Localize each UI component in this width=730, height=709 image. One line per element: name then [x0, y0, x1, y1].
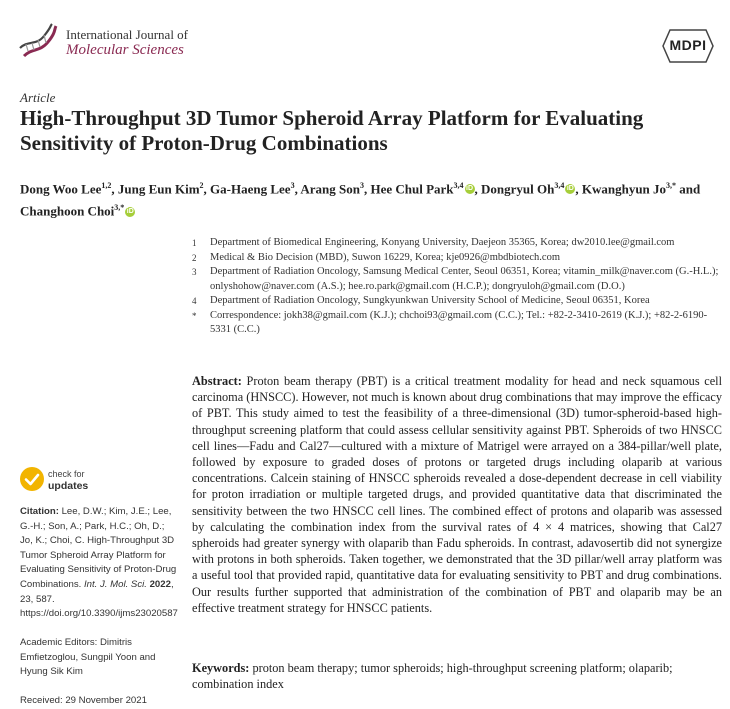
citation-rest[interactable]: , 23, 587. https://doi.org/10.3390/ijms23020587 [20, 578, 178, 620]
affiliation-item [192, 294, 722, 309]
affiliation-item [192, 265, 722, 294]
citation-year: 2022 [149, 578, 171, 590]
citation-journal: Int. J. Mol. Sci. [84, 578, 147, 590]
author-affiliation-marker: 3,* [114, 203, 125, 213]
affiliation-text: Department of Biomedical Engineering, Konyang University, Daejeon 35365, Korea; dw2010.lee@gmail.com [210, 237, 675, 248]
affiliation-marker: 1 [192, 238, 197, 248]
affiliation-text: Department of Radiation Oncology, Sungkyunkwan University School of Medicine, Seoul 06351, Korea [210, 295, 650, 306]
author-separator: and [676, 181, 701, 197]
affiliation-text: Correspondence: jokh38@gmail.com (K.J.); chchoi93@gmail.com (C.C.); Tel.: +82-2-3410-2619 (K.J.); +82-2-6190-5331 (C.C.) [210, 309, 708, 335]
citation-text: Lee, D.W.; Kim, J.E.; Lee, G.-H.; Son, A.; Park, H.C.; Oh, D.; Jo, K.; Choi, C. High-Throughput 3D Tumor Spheroid Array Platform for Evaluating Sensitivity of Proton-Drug Combinations. [20, 506, 177, 590]
journal-name-line2: Molecular Sciences [66, 42, 184, 58]
author-affiliation-marker: 2 [199, 181, 204, 190]
keywords-text: proton beam therapy; tumor spheroids; high-throughput screening platform; olaparib; combination index [192, 661, 673, 692]
author-name: Changhoon Choi [20, 203, 115, 219]
author-list [20, 176, 710, 221]
affiliation-item [192, 251, 722, 266]
article-type: Article [20, 90, 56, 105]
affiliation-item [192, 236, 722, 251]
check-updates-icon [20, 467, 44, 491]
author-affiliation-marker: 3,4 [453, 181, 464, 190]
affiliations [192, 236, 722, 338]
author-name: Arang Son [300, 181, 360, 197]
orcid-icon[interactable]: iD [126, 207, 134, 215]
author-separator: , [203, 181, 211, 197]
affiliation-marker: 3 [192, 267, 197, 277]
author-separator: , [111, 181, 118, 197]
author-name: Dongryul Oh [481, 181, 555, 197]
check-updates-line2: updates [48, 480, 89, 492]
author-affiliation-marker: 3 [359, 181, 364, 190]
journal-logo-icon [18, 22, 58, 62]
affiliation-text: Department of Radiation Oncology, Samsung Medical Center, Seoul 06351, Korea; vitamin_milk@naver.com (G.-H.L.); onlyshohow@naver.com (A.S.); hee.ro.park@gmail.com (H.C.P.); dongryuloh@gmail.com (D.O.) [210, 266, 719, 292]
citation [20, 505, 178, 622]
author-name: Ga-Haeng Lee [210, 181, 291, 197]
check-for-updates-button[interactable] [20, 467, 130, 497]
author-separator: , [294, 181, 301, 197]
keywords [192, 660, 722, 692]
citation-label: Citation: [20, 506, 59, 517]
author-affiliation-marker: 3,4 [554, 181, 565, 190]
orcid-icon[interactable]: iD [466, 185, 474, 193]
author-name: Dong Woo Lee [20, 181, 102, 197]
author-name: Jung Eun Kim [117, 181, 200, 197]
author-affiliation-marker: 3 [290, 181, 295, 190]
author-name: Hee Chul Park [370, 181, 454, 197]
author-affiliation-marker: 1,2 [101, 181, 112, 190]
author-separator: , [474, 181, 482, 197]
author-separator: , [575, 181, 582, 197]
keywords-label: Keywords: [192, 661, 250, 675]
academic-editors: Academic Editors: Dimitris Emfietzoglou, Sungpil Yoon and Hyung Sik Kim [20, 637, 156, 678]
author-affiliation-marker: 3,* [666, 181, 677, 190]
article-title: High-Throughput 3D Tumor Spheroid Array Platform for Evaluating Sensitivity of Proton-Drug Combinations [20, 106, 644, 155]
check-updates-line1: check for [48, 469, 85, 479]
orcid-icon[interactable]: iD [566, 185, 574, 193]
affiliation-item [192, 309, 722, 338]
abstract [192, 373, 722, 616]
author-name: Kwanghyun Jo [581, 181, 667, 197]
affiliation-text: Medical & Bio Decision (MBD), Suwon 16229, Korea; kje0926@mbdbiotech.com [210, 251, 560, 263]
publisher-name: MDPI [669, 37, 707, 53]
affiliation-marker: * [192, 310, 197, 321]
abstract-label: Abstract: [192, 374, 242, 388]
journal-name-line1: International Journal of [66, 27, 189, 42]
affiliation-marker: 2 [192, 252, 197, 263]
abstract-text: Proton beam therapy (PBT) is a critical treatment modality for head and neck squamous cell carcinoma (HNSCC). However, not much is known about drug combinations that may improve the efficacy of PBT. This study aimed to test the feasibility of a three-dimensional (3D) tumor-spheroid-based high-throughput screening platform that could assess cellular sensitivity against PBT. Spheroids of two HNSCC cell lines—Fadu and Cal27—cultured with a mixture of Matrigel were arrayed on a 384-pillar/well plate, followed by exposure to graded doses of protons or targeted drugs including olaparib at various concentrations. Calcein staining of HNSCC spheroids revealed a dose-dependent decrease in cell viability for proton irradiation or multiple targeted drugs, and provided quantitative data that discriminated the sensitivity between the two HNSCC cell lines. The combined effect of protons and olaparib was assessed by calculating the combination index from the survival rates of 4 × 4 matrices, showing that Cal27 spheroids had greater synergy with olaparib than Fadu spheroids. In contrast, adavosertib did not synergize with protons in both spheroids. Taken together, we demonstrated that the 3D pillar/well array platform was a useful tool that provided rapid, quantitative data for evaluating sensitivity to PBT and drug combinations. Our results further supported that administration of the combination of PBT and olaparib may be an effective treatment strategy for HNSCC patients. [192, 374, 722, 615]
mdpi-logo[interactable] [662, 29, 714, 63]
received-date: Received: 29 November 2021 [20, 695, 147, 706]
author-separator: , [363, 181, 371, 197]
affiliation-marker: 4 [192, 296, 197, 306]
